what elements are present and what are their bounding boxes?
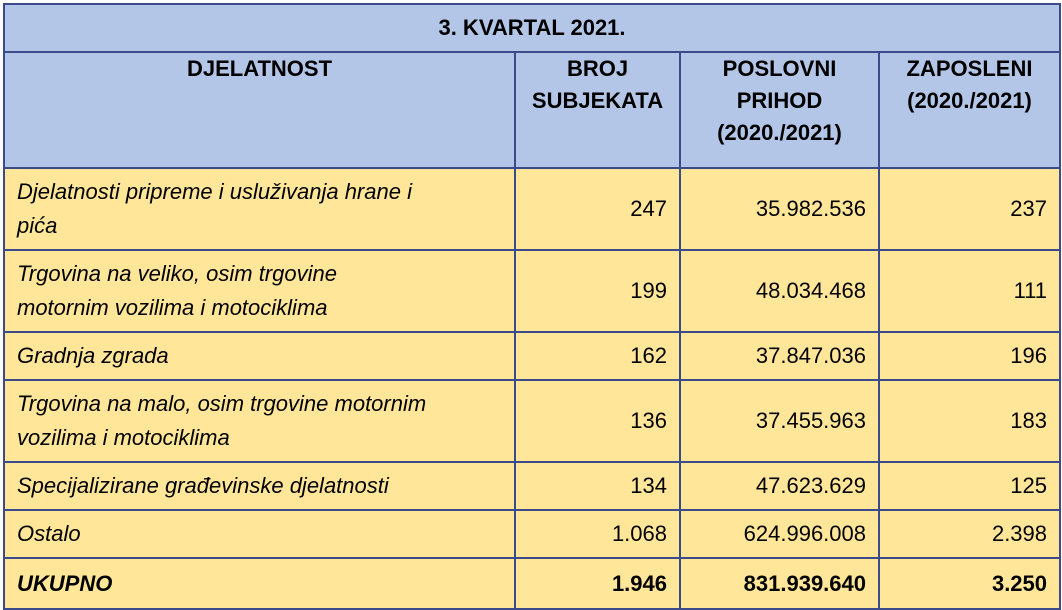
title-row <box>4 4 1060 52</box>
activity-cell <box>4 168 515 250</box>
employees-cell: 196 <box>879 332 1060 380</box>
activity-line: Djelatnosti pripreme i usluživanja hrane i <box>17 179 412 204</box>
activity-cell <box>4 250 515 332</box>
header-count-line: BROJ <box>566 56 629 81</box>
employees-cell: 111 <box>879 250 1060 332</box>
total-employees: 3.250 <box>879 558 1060 609</box>
count-cell: 1.068 <box>515 510 680 558</box>
header-revenue-line: PRIHOD <box>736 88 823 113</box>
activity-line: Trgovina na malo, osim trgovine motornim <box>17 391 427 416</box>
activity-line: vozilima i motociklima <box>17 425 230 450</box>
activity-line: Ostalo <box>17 521 81 546</box>
total-row <box>4 558 1060 609</box>
header-employees-line: (2020./2021) <box>907 88 1032 113</box>
header-revenue <box>680 52 879 168</box>
revenue-cell: 48.034.468 <box>680 250 879 332</box>
activity-cell <box>4 462 515 510</box>
header-count-line: SUBJEKATA <box>531 88 664 113</box>
activity-cell <box>4 380 515 462</box>
activity-cell <box>4 332 515 380</box>
count-cell: 136 <box>515 380 680 462</box>
quarterly-stats-table <box>3 3 1061 610</box>
table-title: 3. KVARTAL 2021. <box>4 4 1060 52</box>
employees-cell: 183 <box>879 380 1060 462</box>
activity-line: Trgovina na veliko, osim trgovine <box>17 261 337 286</box>
revenue-cell: 37.847.036 <box>680 332 879 380</box>
count-cell: 162 <box>515 332 680 380</box>
revenue-cell: 35.982.536 <box>680 168 879 250</box>
count-cell: 199 <box>515 250 680 332</box>
activity-cell <box>4 510 515 558</box>
header-revenue-line: POSLOVNI <box>722 56 837 81</box>
employees-cell: 2.398 <box>879 510 1060 558</box>
employees-cell: 125 <box>879 462 1060 510</box>
header-activity-label: DJELATNOST <box>186 56 333 81</box>
activity-line: Specijalizirane građevinske djelatnosti <box>17 473 389 498</box>
total-count: 1.946 <box>515 558 680 609</box>
activity-line: Gradnja zgrada <box>17 343 169 368</box>
employees-cell: 237 <box>879 168 1060 250</box>
header-employees <box>879 52 1060 168</box>
table-wrapper <box>3 3 1059 610</box>
table-row <box>4 510 1060 558</box>
revenue-cell: 47.623.629 <box>680 462 879 510</box>
header-activity <box>4 52 515 168</box>
total-label: UKUPNO <box>4 558 515 609</box>
revenue-cell: 624.996.008 <box>680 510 879 558</box>
header-revenue-line: (2020./2021) <box>717 120 842 145</box>
activity-line: motornim vozilima i motociklima <box>17 295 328 320</box>
total-revenue: 831.939.640 <box>680 558 879 609</box>
header-count <box>515 52 680 168</box>
count-cell: 247 <box>515 168 680 250</box>
table-row <box>4 250 1060 332</box>
table-row <box>4 462 1060 510</box>
activity-line: pića <box>17 213 58 238</box>
header-row <box>4 52 1060 168</box>
table-row <box>4 380 1060 462</box>
header-employees-line: ZAPOSLENI <box>906 56 1033 81</box>
table-row <box>4 168 1060 250</box>
revenue-cell: 37.455.963 <box>680 380 879 462</box>
table-row <box>4 332 1060 380</box>
count-cell: 134 <box>515 462 680 510</box>
